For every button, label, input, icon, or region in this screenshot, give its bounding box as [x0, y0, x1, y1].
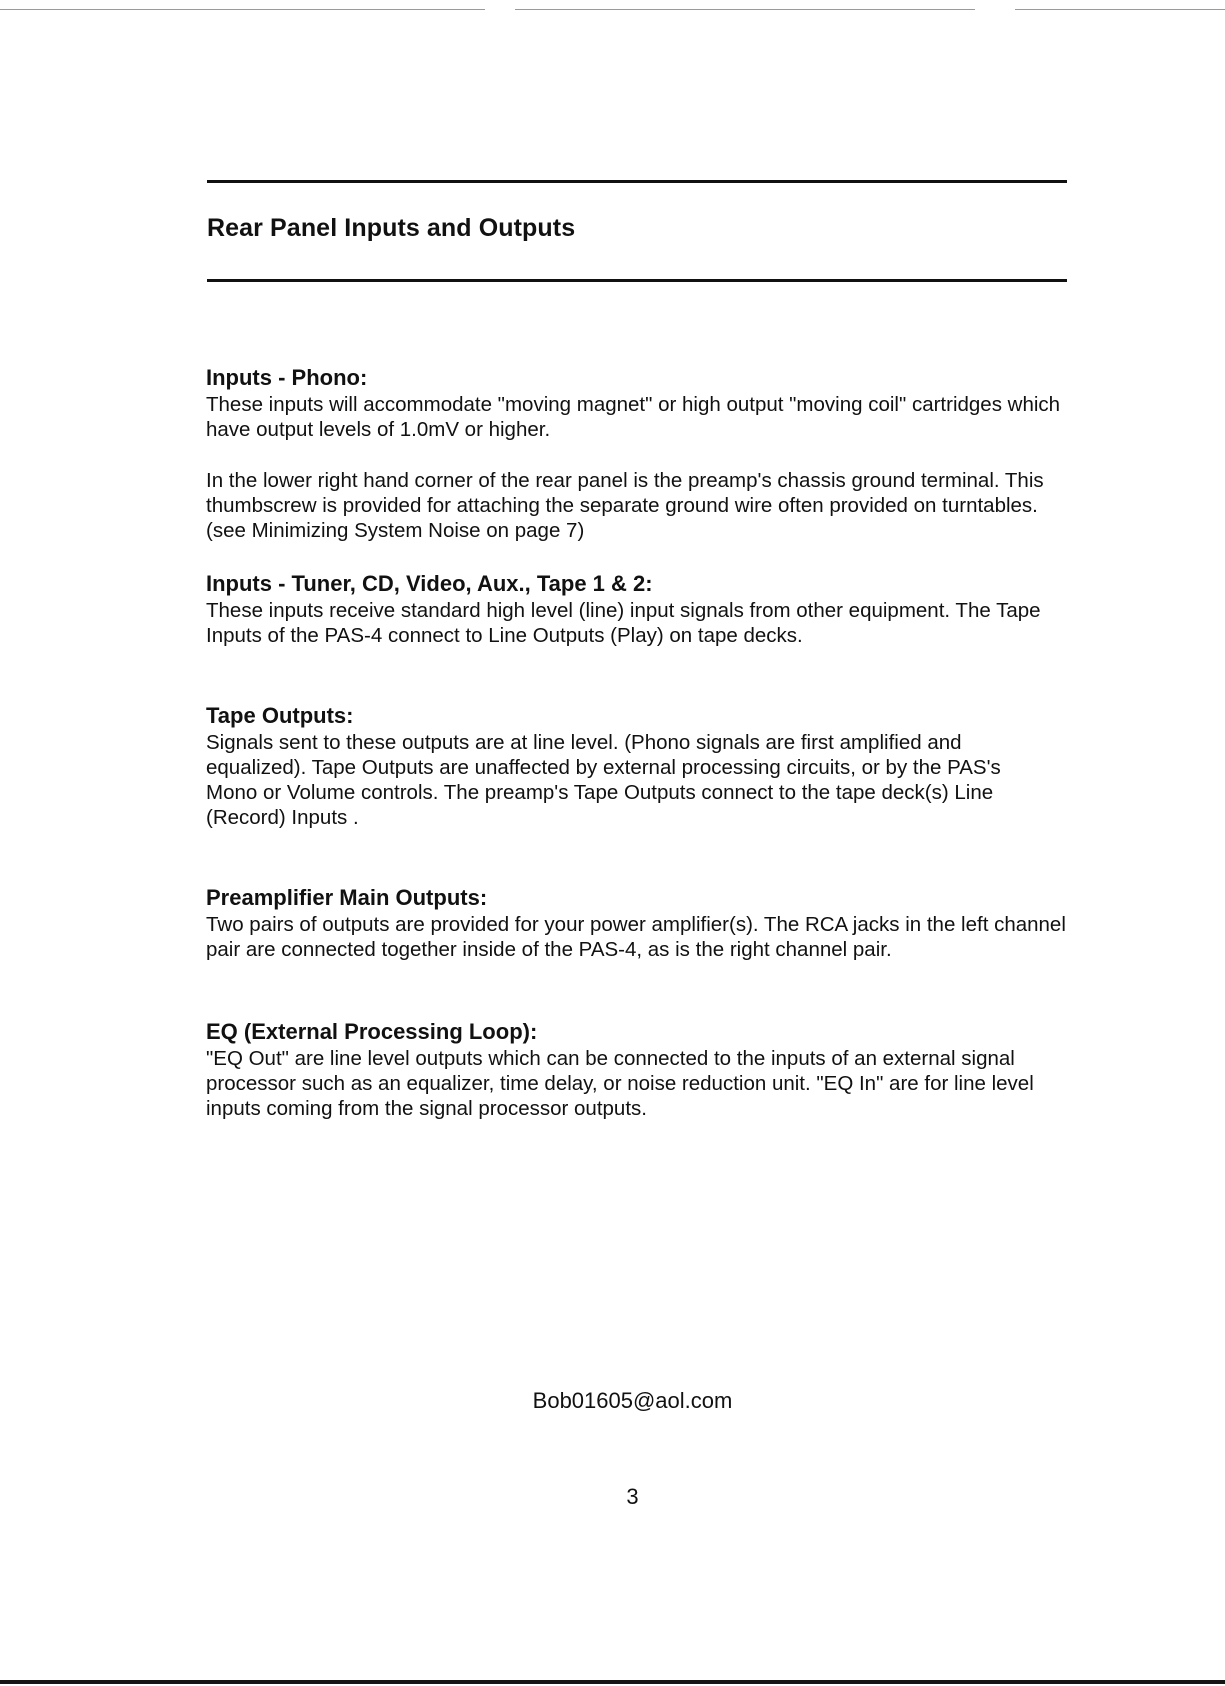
- title-rule-top: [207, 180, 1067, 183]
- section-paragraph: These inputs receive standard high level (line) input signals from other equipment. The Tape Inputs of the PAS-4 connect to Line Outputs (Play) on tape decks.: [206, 599, 1041, 647]
- section-paragraph: In the lower right hand corner of the rear panel is the preamp's chassis ground terminal. This thumbscrew is provided for attaching the separate ground wire often provided on turntables. (see Minimizing System Noise on page 7): [206, 469, 1044, 542]
- page-number: 3: [626, 1484, 639, 1509]
- section-eq-loop: [206, 1018, 1076, 1121]
- scan-edge-line: [0, 9, 485, 10]
- section-heading: EQ (External Processing Loop):: [206, 1019, 538, 1044]
- scan-edge-line: [515, 9, 975, 10]
- section-paragraph: "EQ Out" are line level outputs which can be connected to the inputs of an external signal processor such as an equalizer, time delay, or noise reduction unit. "EQ In" are for line level inputs coming from the signal processor outputs.: [206, 1047, 1034, 1120]
- scan-edge-line: [1015, 9, 1225, 10]
- section-heading: Inputs - Tuner, CD, Video, Aux., Tape 1 & 2:: [206, 571, 653, 596]
- scan-edge-bar: [0, 1680, 1225, 1684]
- section-paragraph: Signals sent to these outputs are at line level. (Phono signals are first amplified and equalized). Tape Outputs are unaffected by external processing circuits, or by the PAS's Mono or Volume controls. The preamp's Tape Outputs connect to the tape deck(s) Line (Record) Inputs .: [206, 731, 1001, 829]
- section-paragraph: These inputs will accommodate "moving magnet" or high output "moving coil" cartridges which have output levels of 1.0mV or higher.: [206, 393, 1061, 441]
- section-inputs-line: [206, 570, 1076, 648]
- section-paragraph: Two pairs of outputs are provided for your power amplifier(s). The RCA jacks in the left channel pair are connected together inside of the PAS-4, as is the right channel pair.: [206, 913, 1066, 961]
- section-tape-outputs: [206, 702, 1076, 830]
- section-inputs-phono: [206, 364, 1076, 543]
- section-heading: Inputs - Phono:: [206, 365, 368, 390]
- title-rule-bottom: [207, 279, 1067, 282]
- section-heading: Tape Outputs:: [206, 703, 354, 728]
- page-title: Rear Panel Inputs and Outputs: [207, 214, 576, 242]
- section-main-outputs: [206, 884, 1076, 962]
- section-heading: Preamplifier Main Outputs:: [206, 885, 488, 910]
- footer-email: Bob01605@aol.com: [532, 1388, 733, 1413]
